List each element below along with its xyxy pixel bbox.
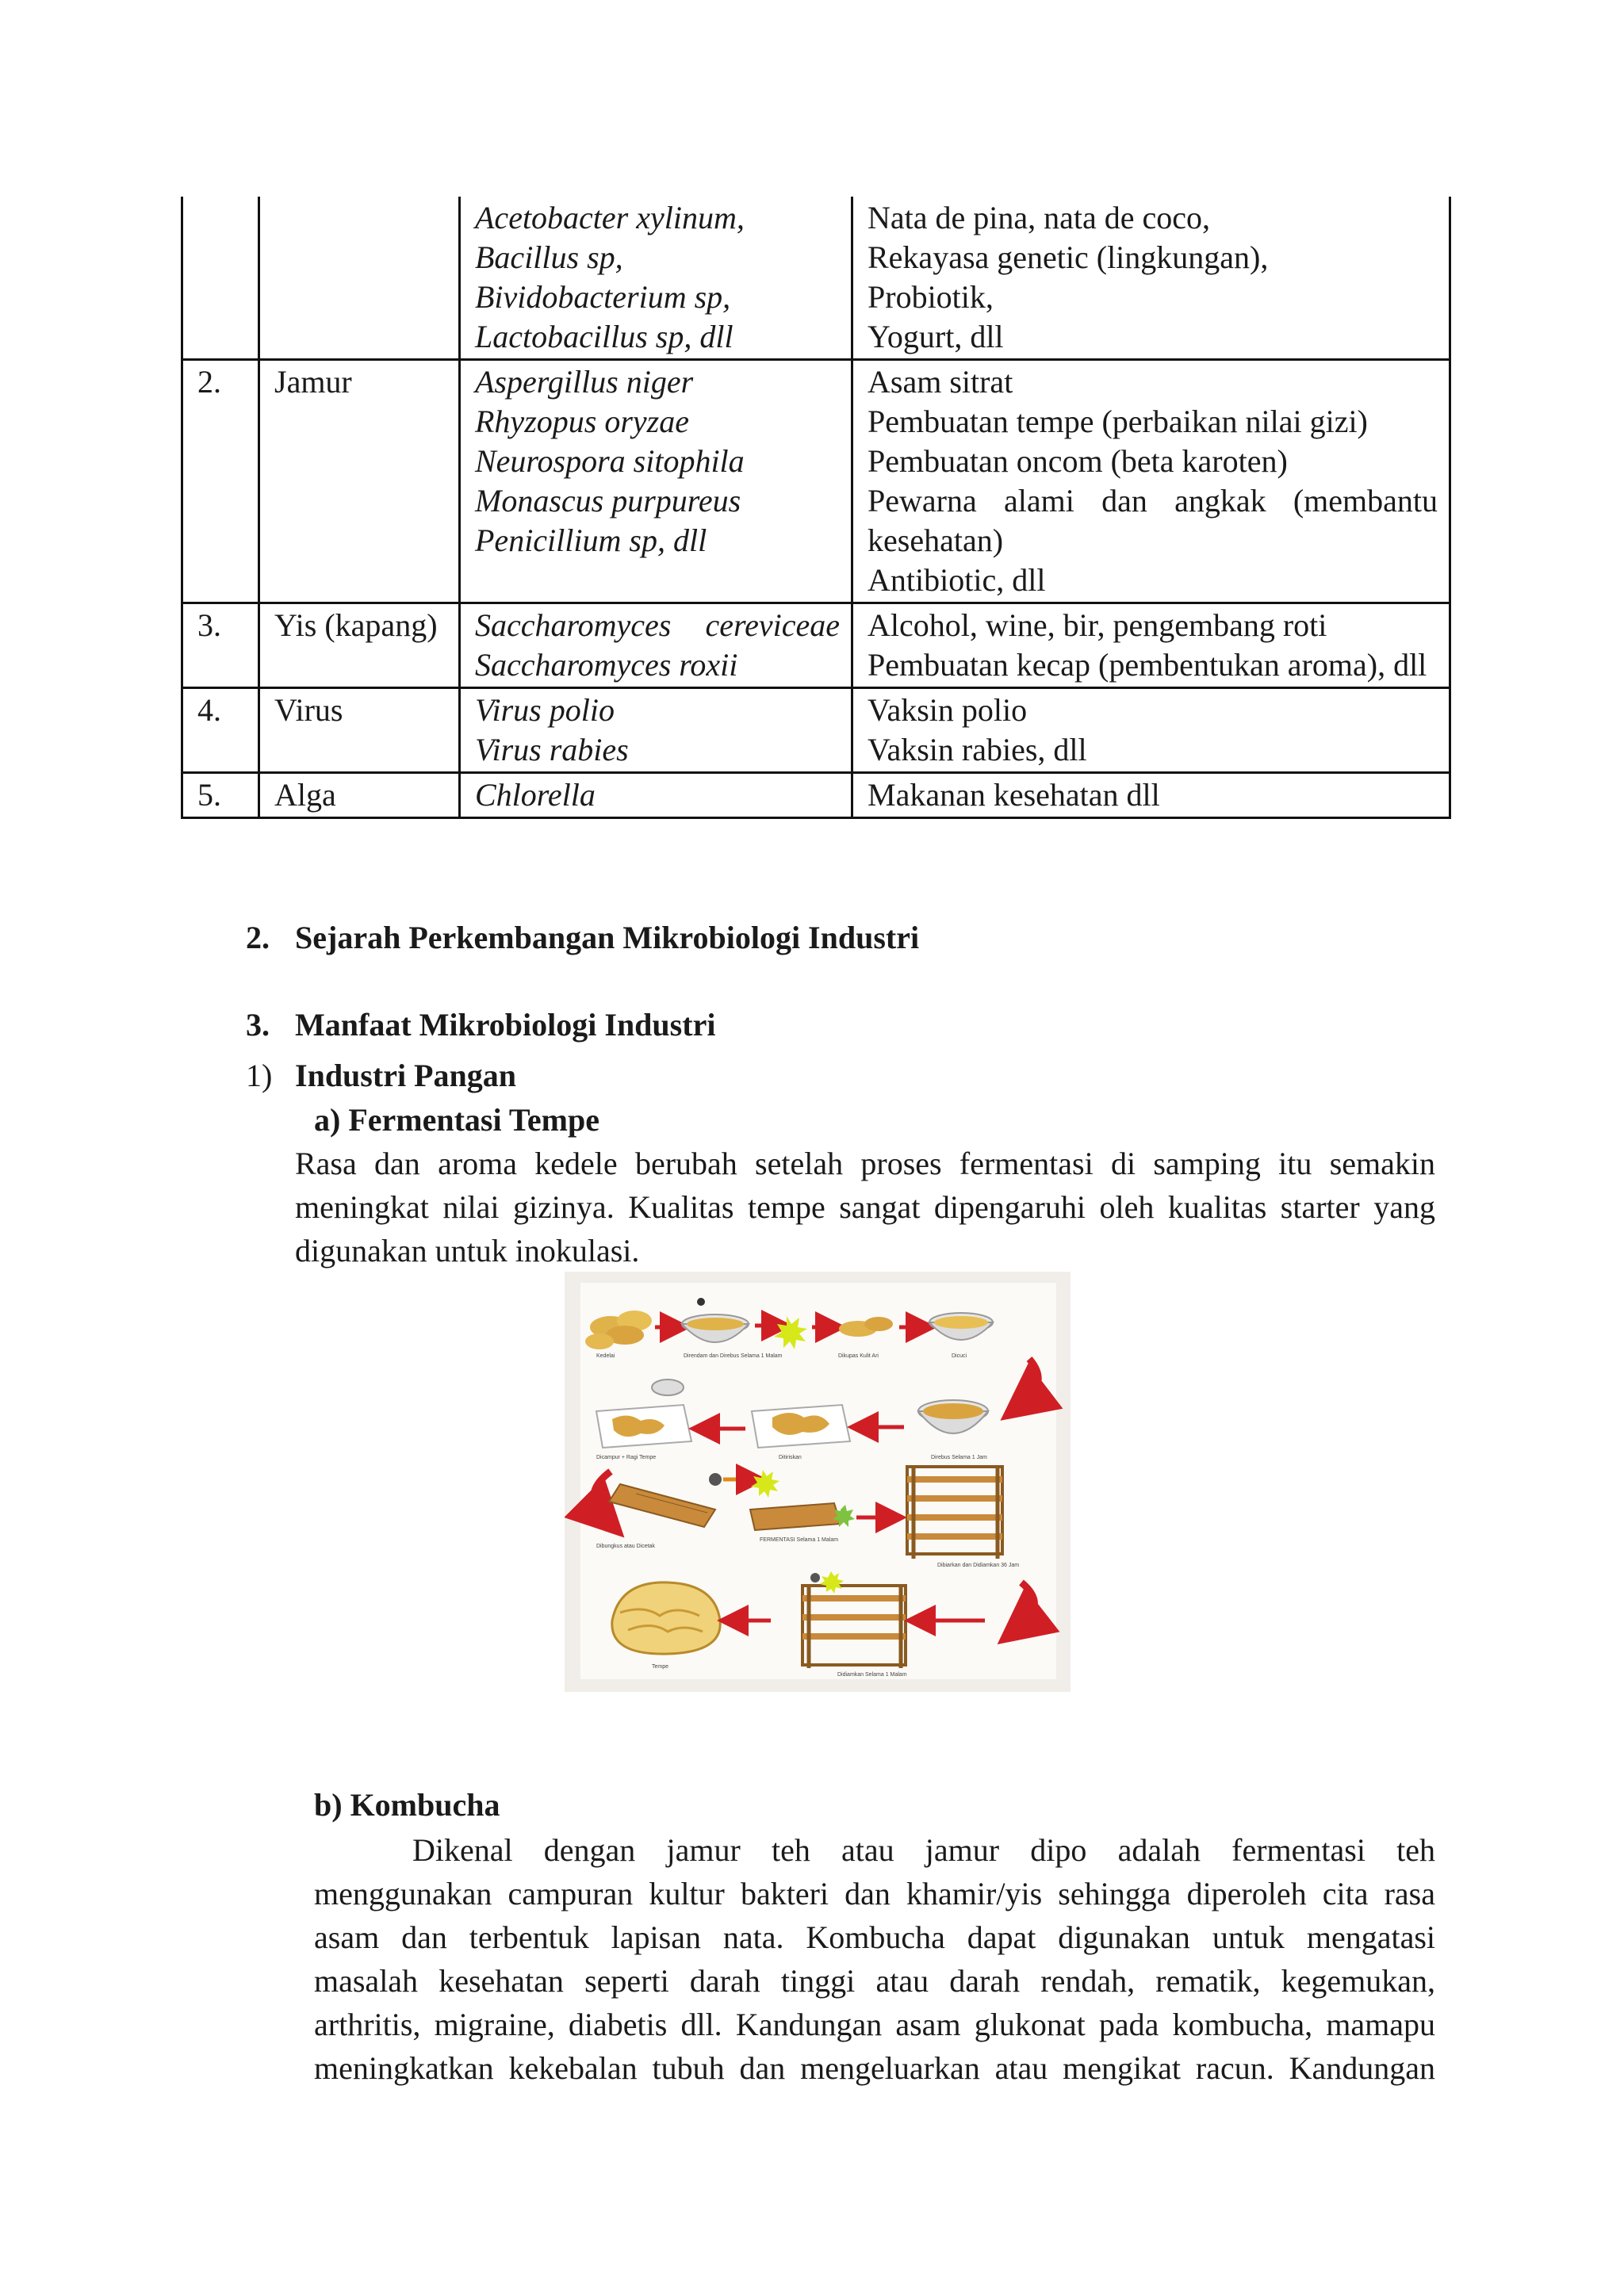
paragraph-line: arthritis, migraine, diabetis dll. Kandungan asam glukonat pada kombucha, mamapu	[314, 2007, 1435, 2042]
step-label: Dicampur + Ragi Tempe	[596, 1455, 657, 1460]
paragraph-line: meningkatkan kekebalan tubuh dan mengeluarkan atau mengikat racun. Kandungan	[314, 2050, 1435, 2086]
organism-line: Virus rabies	[475, 732, 629, 767]
row-uses	[852, 360, 1450, 603]
step-label: Ditiriskan	[779, 1455, 802, 1460]
step-label: Didiamkan Selama 1 Malam	[837, 1672, 907, 1678]
table-row	[182, 603, 1450, 688]
section-2-number: 2.	[246, 920, 270, 955]
paragraph-line: meningkat nilai gizinya. Kualitas tempe sangat dipengaruhi oleh kualitas starter yang	[295, 1189, 1435, 1225]
step-label: Dibiarkan dan Didiamkan 36 Jam	[937, 1563, 1020, 1568]
row-organisms	[460, 688, 852, 773]
step-label: Dikupas Kulit Ari	[838, 1353, 879, 1359]
organism-line: Rhyzopus oryzae	[475, 404, 689, 439]
use-line: Nata de pina, nata de coco,	[868, 200, 1211, 235]
use-line: Pembuatan tempe (perbaikan nilai gizi)	[868, 404, 1368, 439]
microorganism-table	[181, 197, 1451, 819]
section-3-number: 3.	[246, 1007, 270, 1043]
use-line: Antibiotic, dll	[868, 562, 1046, 598]
step-label: Direndam dan Direbus Selama 1 Malam	[684, 1353, 783, 1359]
subsection-a-title: a) Fermentasi Tempe	[314, 1102, 599, 1138]
tempe-process-illustration	[565, 1272, 1071, 1692]
row-uses	[852, 197, 1450, 360]
paragraph-line: Dikenal dengan jamur teh atau jamur dipo adalah fermentasi teh	[412, 1832, 1435, 1868]
use-line: Vaksin polio	[868, 692, 1028, 728]
subsection-1-number: 1)	[246, 1058, 273, 1093]
organism-line: Neurospora sitophila	[475, 443, 745, 479]
row-group: Yis (kapang)	[259, 603, 460, 688]
row-number: 4.	[182, 688, 259, 773]
tempe-cake-icon	[612, 1582, 720, 1654]
row-organisms	[460, 603, 852, 688]
step-label: Direbus Selama 1 Jam	[931, 1455, 987, 1460]
organism-line: Monascus purpureus	[475, 483, 741, 519]
organism-line: Saccharomyces cereviceae Saccharomyces roxii	[475, 607, 840, 683]
use-line: Pembuatan kecap (pembentukan aroma), dll	[868, 647, 1427, 683]
step-label: Tempe	[652, 1664, 669, 1670]
step-label: Dibungkus atau Dicetak	[596, 1544, 655, 1549]
use-line: Vaksin rabies, dll	[868, 732, 1087, 767]
row-organisms	[460, 197, 852, 360]
use-line: Pewarna alami dan angkak (membantu kesehatan)	[868, 483, 1438, 558]
organism-line: Aspergillus niger	[475, 364, 694, 400]
row-organisms	[460, 773, 852, 818]
row-number: 3.	[182, 603, 259, 688]
row-uses	[852, 603, 1450, 688]
subsection-b-title: b) Kombucha	[314, 1787, 500, 1823]
row-uses	[852, 688, 1450, 773]
row-uses	[852, 773, 1450, 818]
mixing-tray-icon	[596, 1405, 691, 1448]
paragraph-line: masalah kesehatan seperti darah tinggi atau darah rendah, rematik, kegemukan,	[314, 1963, 1435, 1999]
row-group	[259, 197, 460, 360]
paragraph-line: digunakan untuk inokulasi.	[295, 1233, 640, 1269]
drop-icon	[697, 1298, 705, 1306]
table-row	[182, 360, 1450, 603]
tempe-paragraph	[295, 1142, 1435, 1272]
yeast-drop-icon	[709, 1473, 722, 1486]
tempe-process-diagram	[565, 1272, 1071, 1692]
section-2-title: Sejarah Perkembangan Mikrobiologi Industri	[295, 920, 920, 955]
paragraph-line: Rasa dan aroma kedele berubah setelah proses fermentasi di samping itu semakin	[295, 1146, 1435, 1181]
use-line: Yogurt, dll	[868, 319, 1004, 354]
table-row	[182, 773, 1450, 818]
yeast-bowl-icon	[652, 1380, 684, 1395]
table-row	[182, 688, 1450, 773]
step-label: Dicuci	[952, 1353, 967, 1359]
step-label: Kedelai	[596, 1353, 615, 1359]
paragraph-line: menggunakan campuran kultur bakteri dan khamir/yis sehingga diperoleh cita rasa	[314, 1876, 1435, 1911]
organism-line: Virus polio	[475, 692, 615, 728]
row-organisms	[460, 360, 852, 603]
kombucha-paragraph	[314, 1828, 1435, 2090]
use-line: Rekayasa genetic (lingkungan),	[868, 239, 1269, 275]
use-line: Alcohol, wine, bir, pengembang roti	[868, 607, 1327, 643]
row-number: 2.	[182, 360, 259, 603]
use-line: Makanan kesehatan dll	[868, 777, 1160, 813]
organism-line: Bacillus sp,	[475, 239, 623, 275]
row-group: Virus	[259, 688, 460, 773]
use-line: Pembuatan oncom (beta karoten)	[868, 443, 1288, 479]
row-group: Jamur	[259, 360, 460, 603]
organism-line: Bividobacterium sp,	[475, 279, 731, 315]
organism-line: Lactobacillus sp, dll	[475, 319, 733, 354]
draining-tray-icon	[752, 1405, 850, 1448]
row-group: Alga	[259, 773, 460, 818]
table-row	[182, 197, 1450, 360]
subsection-1-title: Industri Pangan	[295, 1058, 516, 1093]
organism-line: Acetobacter xylinum,	[475, 200, 745, 235]
step-label: FERMENTASI Selama 1 Malam	[760, 1537, 839, 1543]
section-3-title: Manfaat Mikrobiologi Industri	[295, 1007, 716, 1043]
use-line: Probiotik,	[868, 279, 994, 315]
row-number: 5.	[182, 773, 259, 818]
use-line: Asam sitrat	[868, 364, 1013, 400]
paragraph-line: asam dan terbentuk lapisan nata. Kombucha dapat digunakan untuk mengatasi	[314, 1919, 1435, 1955]
row-number	[182, 197, 259, 360]
yeast-drop-icon	[810, 1573, 820, 1582]
organism-line: Chlorella	[475, 777, 596, 813]
organism-line: Penicillium sp, dll	[475, 522, 707, 558]
